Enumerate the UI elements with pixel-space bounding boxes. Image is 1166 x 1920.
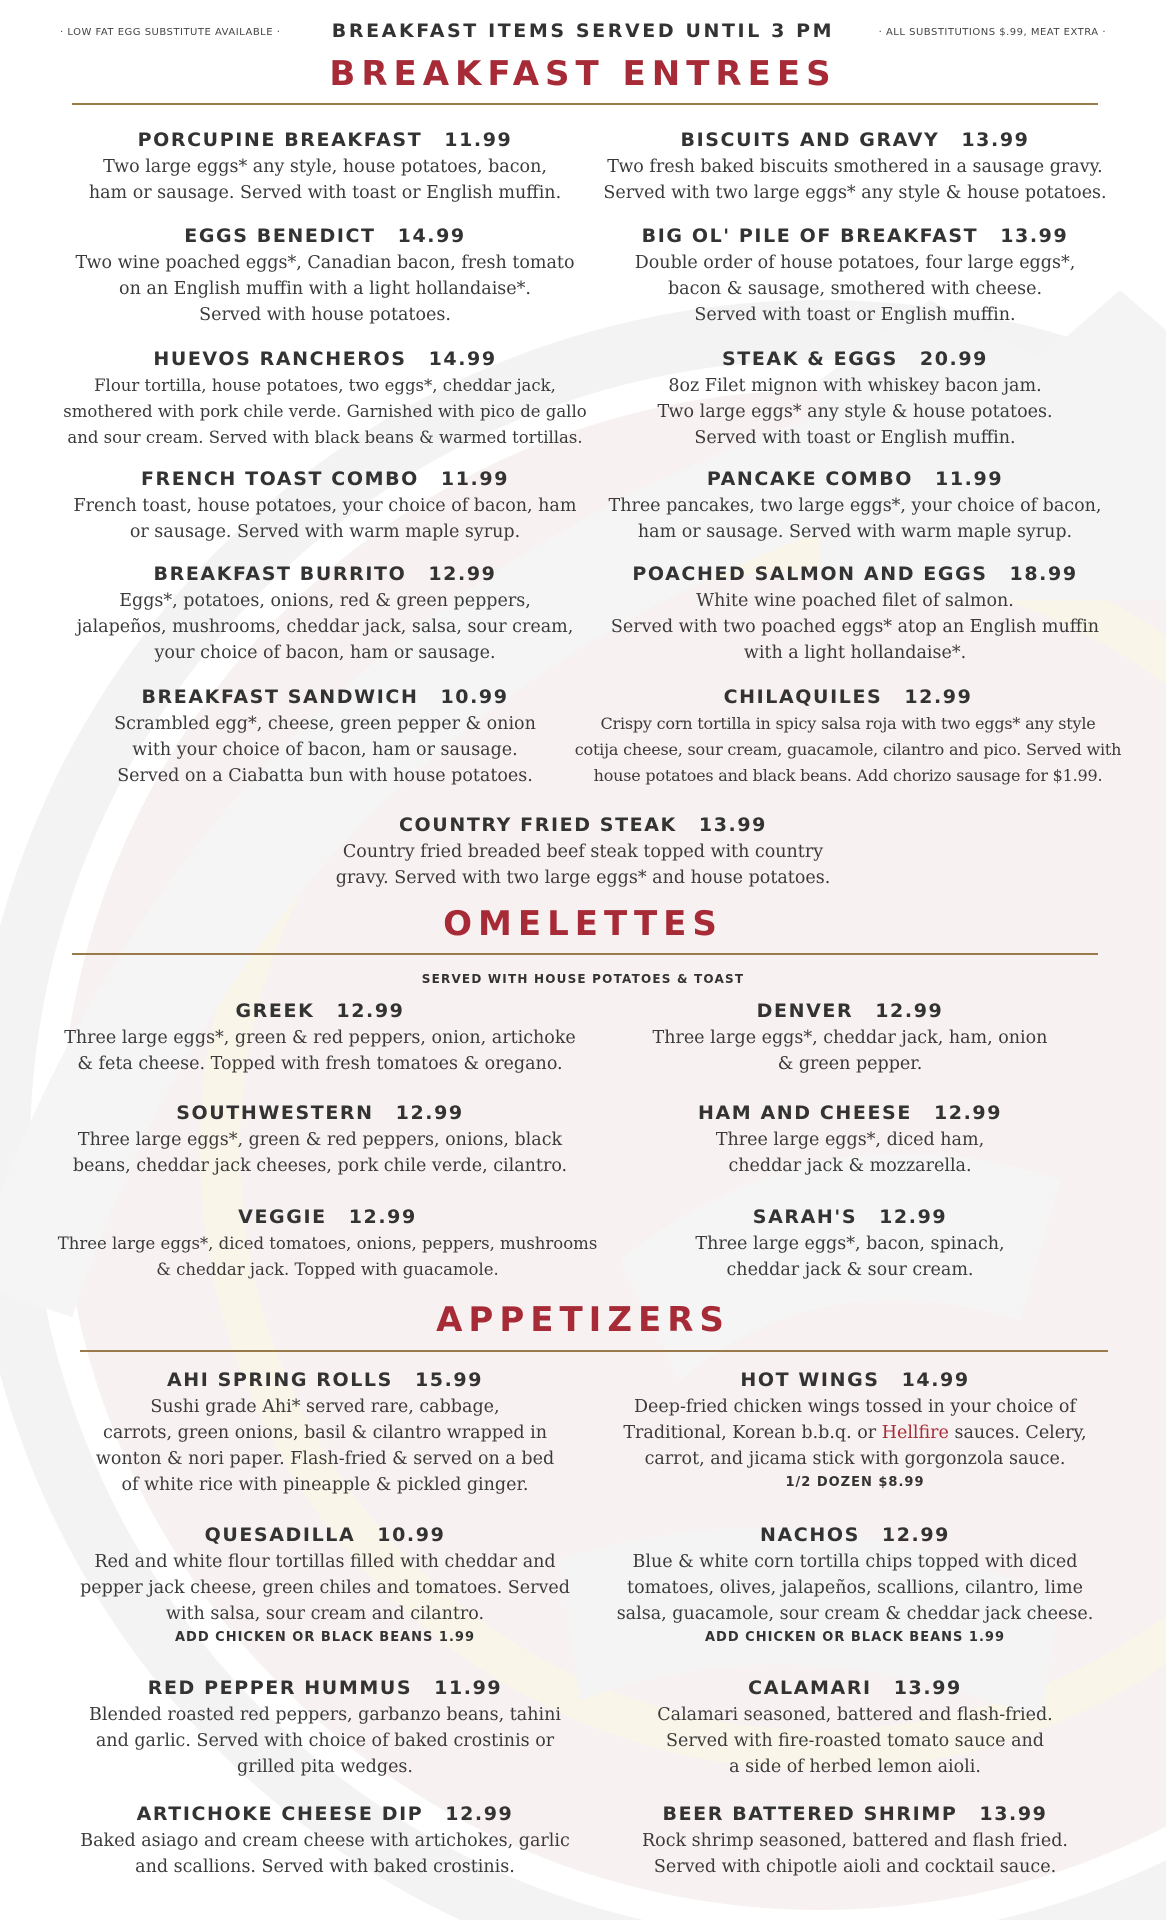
item-description: Three large eggs*, diced tomatoes, onions, peppers, mushrooms & cheddar jack. Topped with guacamole. xyxy=(57,1234,598,1279)
item-description: Three large eggs*, diced ham, cheddar jack & mozzarella. xyxy=(715,1130,985,1176)
item-price: 14.99 xyxy=(397,225,466,247)
item-description: Three pancakes, two large eggs*, your choice of bacon, ham or sausage. Served with warm maple syrup. xyxy=(608,496,1102,542)
item-description: Two fresh baked biscuits smothered in a sausage gravy. Served with two large eggs* any style & house potatoes. xyxy=(603,157,1107,203)
item-price: 12.99 xyxy=(428,563,497,585)
item-description: Blended roasted red peppers, garbanzo beans, tahini and garlic. Served with choice of baked crostinis or grilled pita wedges. xyxy=(89,1705,561,1777)
item-price: 11.99 xyxy=(440,468,510,490)
item-price: 12.99 xyxy=(904,686,973,708)
item-description: Baked asiago and cream cheese with artichokes, garlic and scallions. Served with baked crostinis. xyxy=(80,1831,570,1877)
item-description: Three large eggs*, green & red peppers, onion, artichoke & feta cheese. Topped with fresh tomatoes & oregano. xyxy=(64,1028,576,1074)
item-price: 11.99 xyxy=(935,468,1004,490)
item-description: Flour tortilla, house potatoes, two eggs*, cheddar jack, smothered with pork chile verde. Garnished with pico de gallo and sour cream. Served with black beans & warmed tortillas. xyxy=(63,376,587,447)
menu-item xyxy=(60,1366,590,1498)
item-description: Eggs*, potatoes, onions, red & green peppers, jalapeños, mushrooms, cheddar jack, salsa, sour cream, your choice of bacon, ham or sausage. xyxy=(76,591,574,663)
item-price: 10.99 xyxy=(440,686,509,708)
item-price: 18.99 xyxy=(1009,563,1078,585)
item-description: Three large eggs*, cheddar jack, ham, onion & green pepper. xyxy=(652,1028,1048,1074)
menu-item xyxy=(40,1203,615,1283)
menu-item xyxy=(60,1674,590,1780)
menu-item xyxy=(40,1099,600,1179)
item-name: FRENCH TOAST COMBO xyxy=(140,468,419,490)
item-name: CHILAQUILES xyxy=(723,686,883,708)
section-title-omelettes: OMELETTES xyxy=(443,904,723,944)
item-name: BIG OL' PILE OF BREAKFAST xyxy=(641,225,979,247)
item-price: 12.99 xyxy=(336,1000,405,1022)
item-price: 13.99 xyxy=(698,814,767,836)
item-price: 12.99 xyxy=(348,1206,417,1228)
item-name: BEER BATTERED SHRIMP xyxy=(662,1803,958,1825)
item-name: SARAH'S xyxy=(752,1206,858,1228)
item-name: BISCUITS AND GRAVY xyxy=(680,129,940,151)
item-price: 11.99 xyxy=(444,129,513,151)
item-price: 13.99 xyxy=(893,1677,962,1699)
item-name: ARTICHOKE CHEESE DIP xyxy=(136,1803,424,1825)
item-name: HAM AND CHEESE xyxy=(697,1102,912,1124)
menu-item xyxy=(590,1366,1120,1494)
item-name: VEGGIE xyxy=(238,1206,327,1228)
item-description: Calamari seasoned, battered and flash-fried. Served with fire-roasted tomato sauce and a side of herbed lemon aioli. xyxy=(657,1705,1053,1777)
item-description: Blue & white corn tortilla chips topped with diced tomatoes, olives, jalapeños, scallions, cilantro, lime salsa, guacamole, sour cream & cheddar jack cheese. xyxy=(616,1552,1094,1624)
item-name: STEAK & EGGS xyxy=(721,348,898,370)
menu-item xyxy=(55,345,595,451)
section-title-appetizers: APPETIZERS xyxy=(436,1300,730,1340)
item-description: Sushi grade Ahi* served rare, cabbage, carrots, green onions, basil & cilantro wrapped in wonton & nori paper. Flash-fried & served on a bed of white rice with pineapple & pickled ginger. xyxy=(95,1397,555,1495)
header-bar xyxy=(60,18,1106,48)
item-price: 12.99 xyxy=(879,1206,948,1228)
menu-item xyxy=(600,1203,1100,1283)
item-description: Crispy corn tortilla in spicy salsa roja with two eggs* any style cotija cheese, sour cream, guacamole, cilantro and pico. Served with house potatoes and black beans. Add chorizo sausage for $1.99. xyxy=(574,714,1122,785)
menu-item xyxy=(60,1521,590,1649)
menu-item xyxy=(40,997,600,1077)
item-price: 12.99 xyxy=(875,1000,944,1022)
item-description: Deep-fried chicken wings tossed in your choice of Traditional, Korean b.b.q. or Hellfire sauces. Celery, carrot, and jicama stick with gorgonzola sauce. xyxy=(623,1397,1087,1469)
item-price: 15.99 xyxy=(414,1369,484,1391)
menu-item xyxy=(55,560,595,666)
item-name: RED PEPPER HUMMUS xyxy=(147,1677,413,1699)
item-addon: 1/2 DOZEN $8.99 xyxy=(785,1475,925,1490)
divider xyxy=(72,953,1098,955)
hellfire-sauce-label: Hellfire xyxy=(881,1423,949,1443)
item-name: DENVER xyxy=(756,1000,854,1022)
item-description: Three large eggs*, green & red peppers, onions, black beans, cheddar jack cheeses, pork chile verde, cilantro. xyxy=(72,1130,568,1176)
item-price: 12.99 xyxy=(933,1102,1003,1124)
menu-item xyxy=(55,465,595,545)
item-price: 10.99 xyxy=(377,1524,446,1546)
substitute-note: · LOW FAT EGG SUBSTITUTE AVAILABLE · xyxy=(60,27,281,38)
item-description: Two wine poached eggs*, Canadian bacon, fresh tomato on an English muffin with a light hollandaise*. Served with house potatoes. xyxy=(75,253,575,325)
item-price: 14.99 xyxy=(901,1369,970,1391)
item-description: Rock shrimp seasoned, battered and flash fried. Served with chipotle aioli and cocktail sauce. xyxy=(642,1831,1068,1877)
omelettes-subnote: SERVED WITH HOUSE POTATOES & TOAST xyxy=(421,972,745,986)
item-price: 13.99 xyxy=(1000,225,1069,247)
item-name: HOT WINGS xyxy=(740,1369,880,1391)
item-description: Double order of house potatoes, four large eggs*, bacon & sausage, smothered with cheese. Served with toast or English muffin. xyxy=(634,253,1076,325)
menu-item xyxy=(55,683,595,789)
menu-item xyxy=(590,222,1120,328)
item-price: 12.99 xyxy=(445,1803,514,1825)
menu-item xyxy=(55,126,595,206)
item-description: White wine poached filet of salmon. Served with two poached eggs* atop an English muffin with a light hollandaise*. xyxy=(610,591,1100,663)
item-price: 20.99 xyxy=(919,348,988,370)
item-price: 11.99 xyxy=(434,1677,503,1699)
substitutions-note: · ALL SUBSTITUTIONS $.99, MEAT EXTRA · xyxy=(878,27,1106,38)
menu-item xyxy=(548,683,1148,789)
item-description: Three large eggs*, bacon, spinach, cheddar jack & sour cream. xyxy=(695,1234,1005,1280)
menu-item xyxy=(600,997,1100,1077)
item-name: POACHED SALMON AND EGGS xyxy=(632,563,988,585)
menu-item xyxy=(590,126,1120,206)
item-price: 12.99 xyxy=(881,1524,950,1546)
item-description: Scrambled egg*, cheese, green pepper & onion with your choice of bacon, ham or sausage. Served on a Ciabatta bun with house potatoes. xyxy=(114,714,536,786)
serving-hours-note: BREAKFAST ITEMS SERVED UNTIL 3 PM xyxy=(331,20,835,42)
item-price: 12.99 xyxy=(395,1102,464,1124)
item-name: PANCAKE COMBO xyxy=(706,468,914,490)
menu-item xyxy=(590,465,1120,545)
item-name: BREAKFAST SANDWICH xyxy=(141,686,419,708)
menu-item xyxy=(283,811,883,891)
item-price: 13.99 xyxy=(961,129,1030,151)
item-addon: ADD CHICKEN OR BLACK BEANS 1.99 xyxy=(704,1630,1005,1645)
item-name: COUNTRY FRIED STEAK xyxy=(399,814,677,836)
section-title-breakfast-entrees: BREAKFAST ENTREES xyxy=(329,54,837,94)
menu-item xyxy=(590,560,1120,666)
item-price: 14.99 xyxy=(428,348,497,370)
divider xyxy=(72,103,1098,105)
item-name: HUEVOS RANCHEROS xyxy=(153,348,407,370)
item-name: GREEK xyxy=(235,1000,315,1022)
menu-item xyxy=(600,1099,1100,1179)
menu-item xyxy=(590,1800,1120,1880)
item-price: 13.99 xyxy=(979,1803,1048,1825)
menu-item xyxy=(590,1674,1120,1780)
menu-item xyxy=(590,1521,1120,1649)
item-description: Red and white flour tortillas filled with cheddar and pepper jack cheese, green chiles and tomatoes. Served with salsa, sour cream and cilantro. xyxy=(80,1552,570,1624)
item-description: French toast, house potatoes, your choice of bacon, ham or sausage. Served with warm maple syrup. xyxy=(73,496,577,542)
menu-item xyxy=(55,222,595,328)
item-description: Country fried breaded beef steak topped with country gravy. Served with two large eggs* and house potatoes. xyxy=(335,842,831,888)
item-name: CALAMARI xyxy=(748,1677,872,1699)
item-name: NACHOS xyxy=(760,1524,860,1546)
menu-item xyxy=(60,1800,590,1880)
item-name: BREAKFAST BURRITO xyxy=(153,563,407,585)
menu-item xyxy=(590,345,1120,451)
divider xyxy=(80,1350,1108,1352)
item-name: EGGS BENEDICT xyxy=(184,225,376,247)
item-description: Two large eggs* any style, house potatoes, bacon, ham or sausage. Served with toast or English muffin. xyxy=(88,157,562,203)
item-description: 8oz Filet mignon with whiskey bacon jam. Two large eggs* any style & house potatoes. Served with toast or English muffin. xyxy=(657,376,1053,448)
item-name: PORCUPINE BREAKFAST xyxy=(137,129,423,151)
item-name: SOUTHWESTERN xyxy=(176,1102,374,1124)
item-name: AHI SPRING ROLLS xyxy=(166,1369,393,1391)
item-name: QUESADILLA xyxy=(204,1524,356,1546)
item-addon: ADD CHICKEN OR BLACK BEANS 1.99 xyxy=(174,1630,475,1645)
